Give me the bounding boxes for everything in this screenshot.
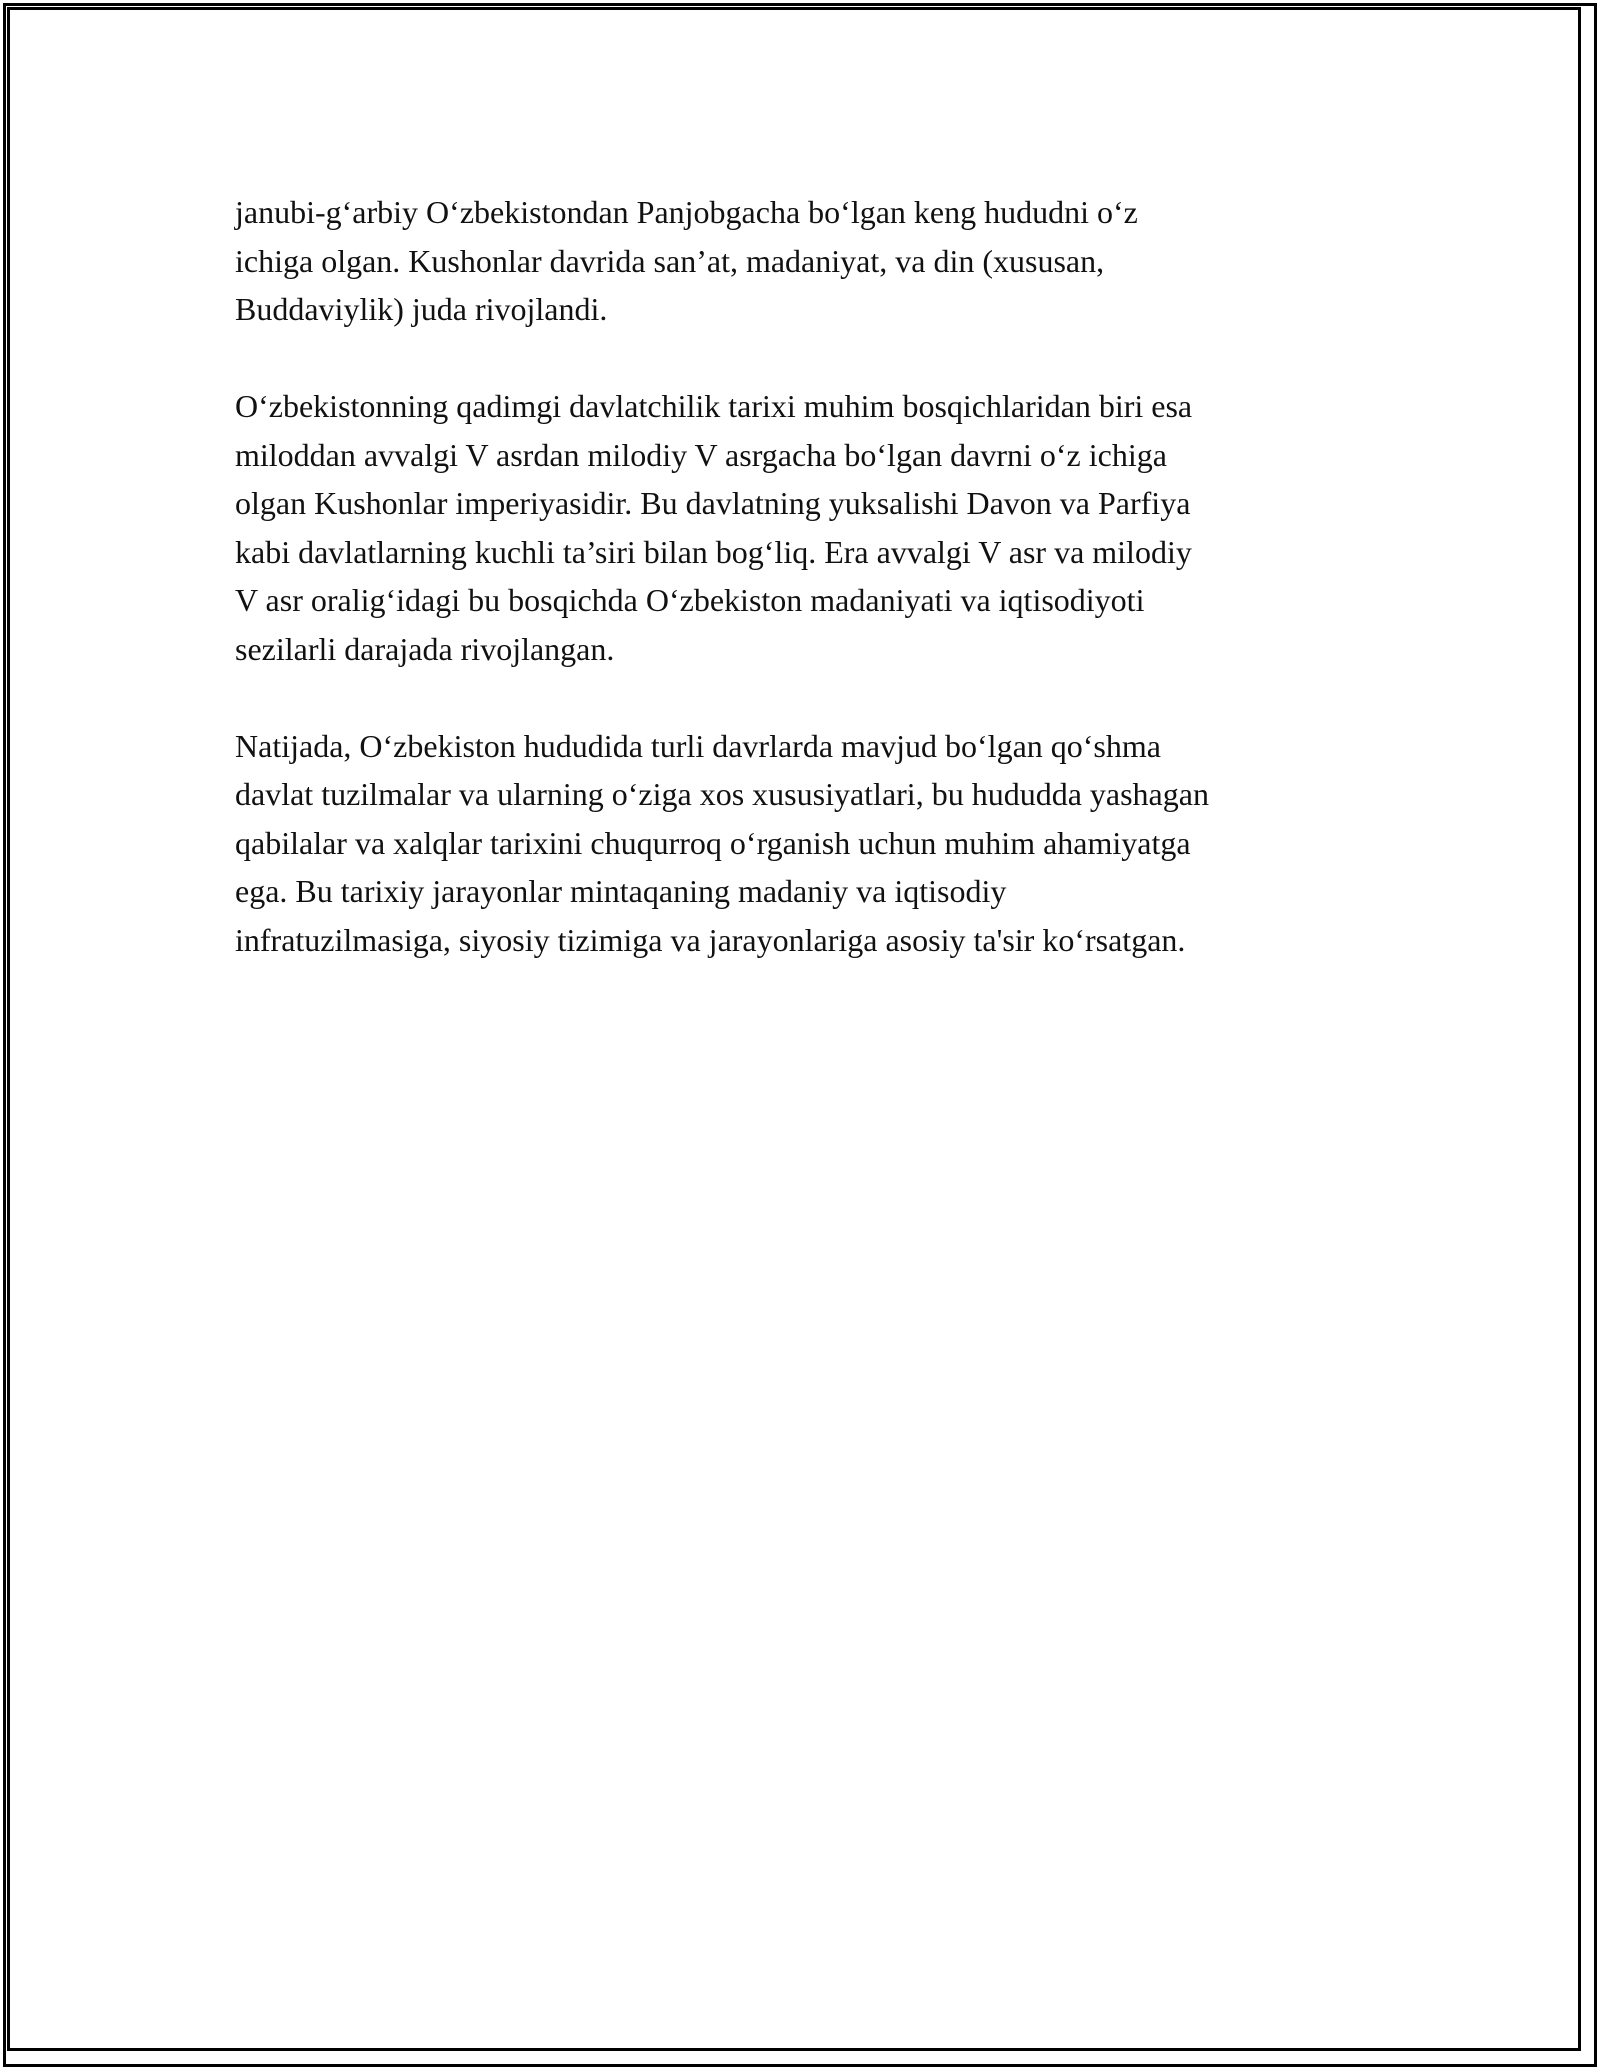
text-line: miloddan avvalgi V asrdan milodiy V asrgacha bo‘lgan davrni o‘z ichiga [235, 436, 1167, 473]
paragraph-3 [235, 722, 1365, 965]
text-line: qabilalar va xalqlar tarixini chuqurroq o‘rganish uchun muhim ahamiyatga [235, 824, 1191, 861]
paragraph-1 [235, 188, 1365, 334]
text-line: V asr oralig‘idagi bu bosqichda O‘zbekiston madaniyati va iqtisodiyoti [235, 582, 1145, 618]
text-line: davlat tuzilmalar va ularning o‘ziga xos xususiyatlari, bu hududda yashagan [235, 776, 1209, 812]
text-line: olgan Kushonlar imperiyasidir. Bu davlatning yuksalishi Davon va Parfiya [235, 485, 1191, 521]
text-line: sezilarli darajada rivojlangan. [235, 630, 615, 667]
text-line: Buddaviylik) juda rivojlandi. [235, 291, 608, 327]
text-line: Natijada, O‘zbekiston hududida turli davrlarda mavjud bo‘lgan qo‘shma [235, 727, 1161, 764]
paragraph-2 [235, 382, 1365, 673]
text-line: ichiga olgan. Kushonlar davrida san’at, madaniyat, va din (xususan, [235, 242, 1105, 279]
text-line: ega. Bu tarixiy jarayonlar mintaqaning madaniy va iqtisodiy [235, 873, 1007, 909]
text-line: O‘zbekistonning qadimgi davlatchilik tarixi muhim bosqichlaridan biri esa [235, 388, 1193, 424]
text-line: kabi davlatlarning kuchli ta’siri bilan bog‘liq. Era avvalgi V asr va milodiy [235, 533, 1192, 570]
document-body [235, 188, 1365, 1013]
text-line: infratuzilmasiga, siyosiy tizimiga va jarayonlariga asosiy ta'sir ko‘rsatgan. [235, 921, 1186, 958]
text-line: janubi-g‘arbiy O‘zbekistondan Panjobgacha bo‘lgan keng hududni o‘z [235, 194, 1138, 230]
